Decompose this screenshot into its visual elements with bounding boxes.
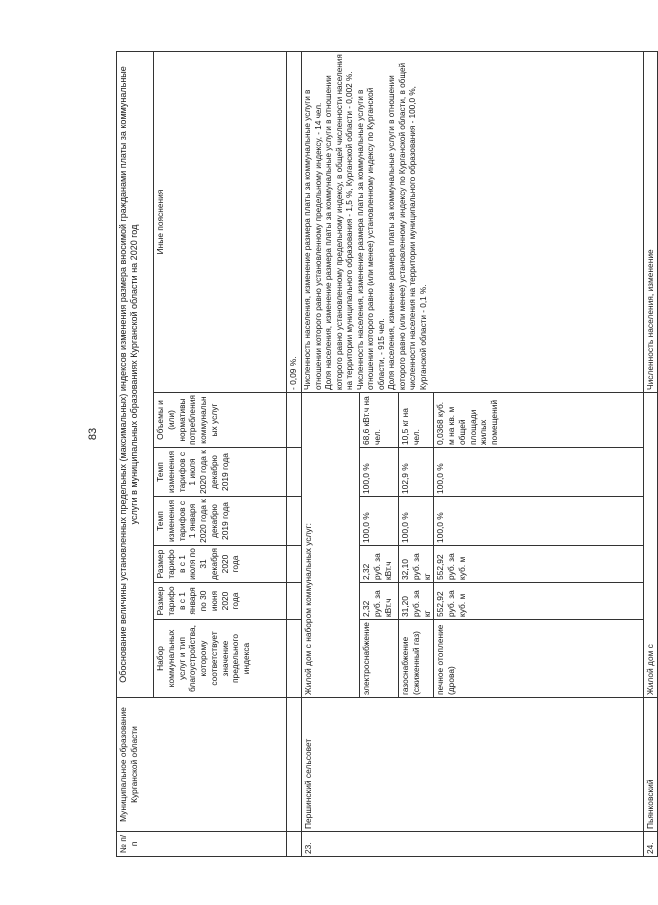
row-number: 23. xyxy=(302,832,644,857)
header-tariff-h2: Размер тарифов с 1 июля по 31 декабря 2020 года xyxy=(154,546,287,583)
service-name: газоснабжение (сжиженный газ) xyxy=(399,620,434,698)
table-title: Обоснование величины установленных предельных (максимальных) индексов изменения размера вносимой гражданами платы за коммунальные услуги в муниципальных образованиях Курганской области на 2020 год xyxy=(117,52,154,698)
row-number: 24. xyxy=(644,832,658,857)
growth-jan: 100,0 % xyxy=(360,497,399,546)
service-name: печное отопление (дрова) xyxy=(434,620,644,698)
growth-jul: 100,0 % xyxy=(360,448,399,497)
header-notes: Иные пояснения xyxy=(154,52,287,393)
row-note: Численность населения, изменение размера платы за коммунальные услуги в отношении которого равно установленному предельному индексу, - 14 чел. Доля населения, изменение размера платы за коммунальные услуги в отношении которого равно установленному предельному индексу, в общей численности населения на территории муниципального образования - 1,5 %, Курганской области - 0,002 %. Численность населения, изменение размера платы за коммунальные услуги в отношении которого равно (или менее) установленному индексу по Курганской области, - 915 чел. Доля населения, изменение размера платы за коммунальные услуги в отношении которого равно (или менее) установленному индексу по Курганской области, в общей численности населения на территории муниципального образования - 100,0 %, Курганской области - 0,1 %. xyxy=(302,52,644,393)
carry-over-note: - 0,09 %. xyxy=(287,52,302,393)
volume: 10,5 кг на чел. xyxy=(399,393,434,448)
growth-jan: 100,0 % xyxy=(399,497,434,546)
carry-over-row xyxy=(287,52,302,857)
growth-jan: 100,0 % xyxy=(434,497,644,546)
volume: 0,0368 куб. м на кв. м общей площади жилых помещений xyxy=(434,393,644,448)
service-name: электроснабжение xyxy=(360,620,399,698)
growth-jul: 100,0 % xyxy=(434,448,644,497)
header-growth-jan: Темп изменения тарифов с 1 января 2020 года к декабрю 2019 года xyxy=(154,497,287,546)
table-row xyxy=(644,52,658,857)
municipality-name: Першинский сельсовет xyxy=(302,698,644,832)
growth-jul: 102,9 % xyxy=(399,448,434,497)
house-type: Жилой дом с xyxy=(644,393,658,698)
title-row xyxy=(117,52,154,857)
header-tariff-h1: Размер тарифов с 1 января по 30 июня 2020 года xyxy=(154,583,287,620)
header-services: Набор коммунальных услуг и тип благоустройства, которому соответствует значение предельного индекса xyxy=(154,620,287,698)
municipality-name: Пьянковский xyxy=(644,698,658,832)
tariff-h2: 32,10 руб. за кг xyxy=(399,546,434,583)
header-num: № п/п xyxy=(117,832,287,857)
justification-table xyxy=(116,51,658,857)
tariff-h2: 2,32 руб. за кВт.ч xyxy=(360,546,399,583)
header-volumes: Объемы и (или) нормативы потребления коммунальных услуг xyxy=(154,393,287,448)
row-note: Численность населения, изменение xyxy=(644,52,658,393)
header-municipality: Муниципальное образование Курганской области xyxy=(117,698,287,832)
tariff-h2: 552,92 руб. за куб. м xyxy=(434,546,644,583)
tariff-h1: 31,20 руб. за кг xyxy=(399,583,434,620)
page-number: 83 xyxy=(87,427,99,441)
volume: 68,6 кВт.ч на чел. xyxy=(360,393,399,448)
house-type: Жилой дом с набором коммунальных услуг: xyxy=(302,393,360,698)
table-row xyxy=(302,52,360,857)
tariff-h1: 552,92 руб. за куб. м xyxy=(434,583,644,620)
header-growth-jul: Темп изменения тарифов с 1 июля 2020 года к декабрю 2019 года xyxy=(154,448,287,497)
tariff-h1: 2,32 руб. за кВт.ч xyxy=(360,583,399,620)
rotated-table-page xyxy=(116,52,656,857)
